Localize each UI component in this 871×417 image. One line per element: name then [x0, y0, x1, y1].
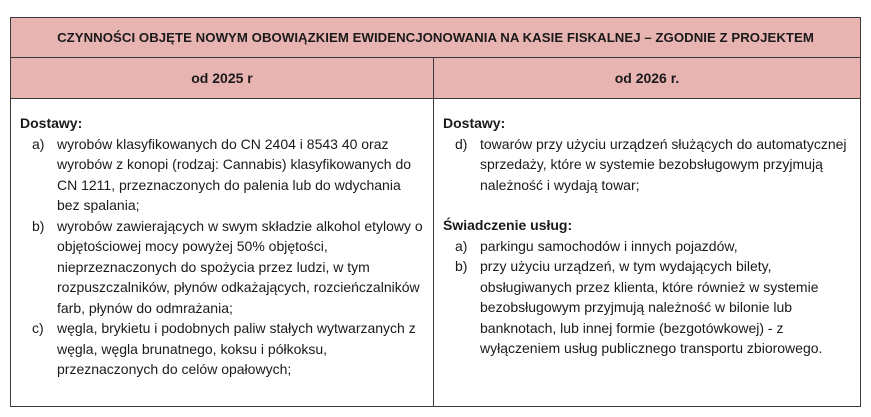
deliveries-list-2025: [20, 134, 433, 380]
list-item-text: parkingu samochodów i innych pojazdów,: [480, 237, 738, 254]
list-marker: b): [455, 258, 468, 274]
list-item: [443, 236, 860, 257]
list-marker: c): [32, 320, 44, 336]
list-item: [443, 256, 860, 359]
list-marker: a): [32, 135, 45, 152]
list-item: [20, 216, 433, 319]
list-marker: a): [455, 237, 468, 254]
list-item: [20, 318, 433, 380]
deliveries-heading-2025: Dostawy:: [20, 115, 83, 131]
list-item-text: przy użyciu urządzeń, w tym wydających bilety, obsługiwanych przez klienta, które również w systemie bezobsługowym przyjmują należność w bilonie lub banknotach, lub innej formie (bezgotówkowej) - z wyłączeniem usług publicznego transportu zbiorowego.: [480, 258, 823, 356]
list-item-text: towarów przy użyciu urządzeń służących do automatycznej sprzedaży, które w systemie bezobsługowym przyjmują należność i wydają towar;: [480, 135, 847, 193]
cell-2026: [434, 99, 860, 406]
header-2025: od 2025 r: [11, 58, 434, 98]
list-item-text: wyrobów zawierających w swym składzie alkohol etylowy o objętościowej mocy powyżej 50% objętości, nieprzeznaczonych do spożycia przez ludzi, w tym rozpuszczalników, płynów odkażających, rozcieńczalników farb, płynów do odmrażania;: [57, 217, 423, 316]
list-item: [443, 134, 860, 196]
list-marker: d): [455, 135, 468, 152]
list-item: [20, 134, 433, 216]
services-list-2026: [443, 236, 860, 359]
table-title: CZYNNOŚCI OBJĘTE NOWYM OBOWIĄZKIEM EWIDENCJONOWANIA NA KASIE FISKALNEJ – ZGODNIE Z PROJEKTEM: [11, 18, 860, 58]
header-2026: od 2026 r.: [614, 70, 680, 86]
list-item-text: węgla, brykietu i podobnych paliw stałych wytwarzanych z węgla, węgla brunatnego, koksu i półkoksu, przeznaczonych do celów opałowych;: [57, 320, 416, 377]
deliveries-heading-2026: Dostawy:: [443, 115, 506, 131]
table-header-row: [11, 58, 860, 99]
list-marker: b): [32, 217, 45, 234]
cell-2025: [11, 99, 434, 406]
deliveries-list-2026: [443, 134, 860, 196]
list-item-text: wyrobów klasyfikowanych do CN 2404 i 8543 40 oraz wyrobów z konopi (rodzaj: Cannabis) klasyfikowanych do CN 1211, przeznaczonych do palenia lub do wdychania bez spalania;: [57, 135, 412, 213]
table-body-row: [11, 99, 860, 406]
section-spacer: [443, 195, 860, 215]
fiscal-register-table: [10, 17, 861, 407]
services-heading-2026: Świadczenie usług:: [443, 217, 573, 233]
